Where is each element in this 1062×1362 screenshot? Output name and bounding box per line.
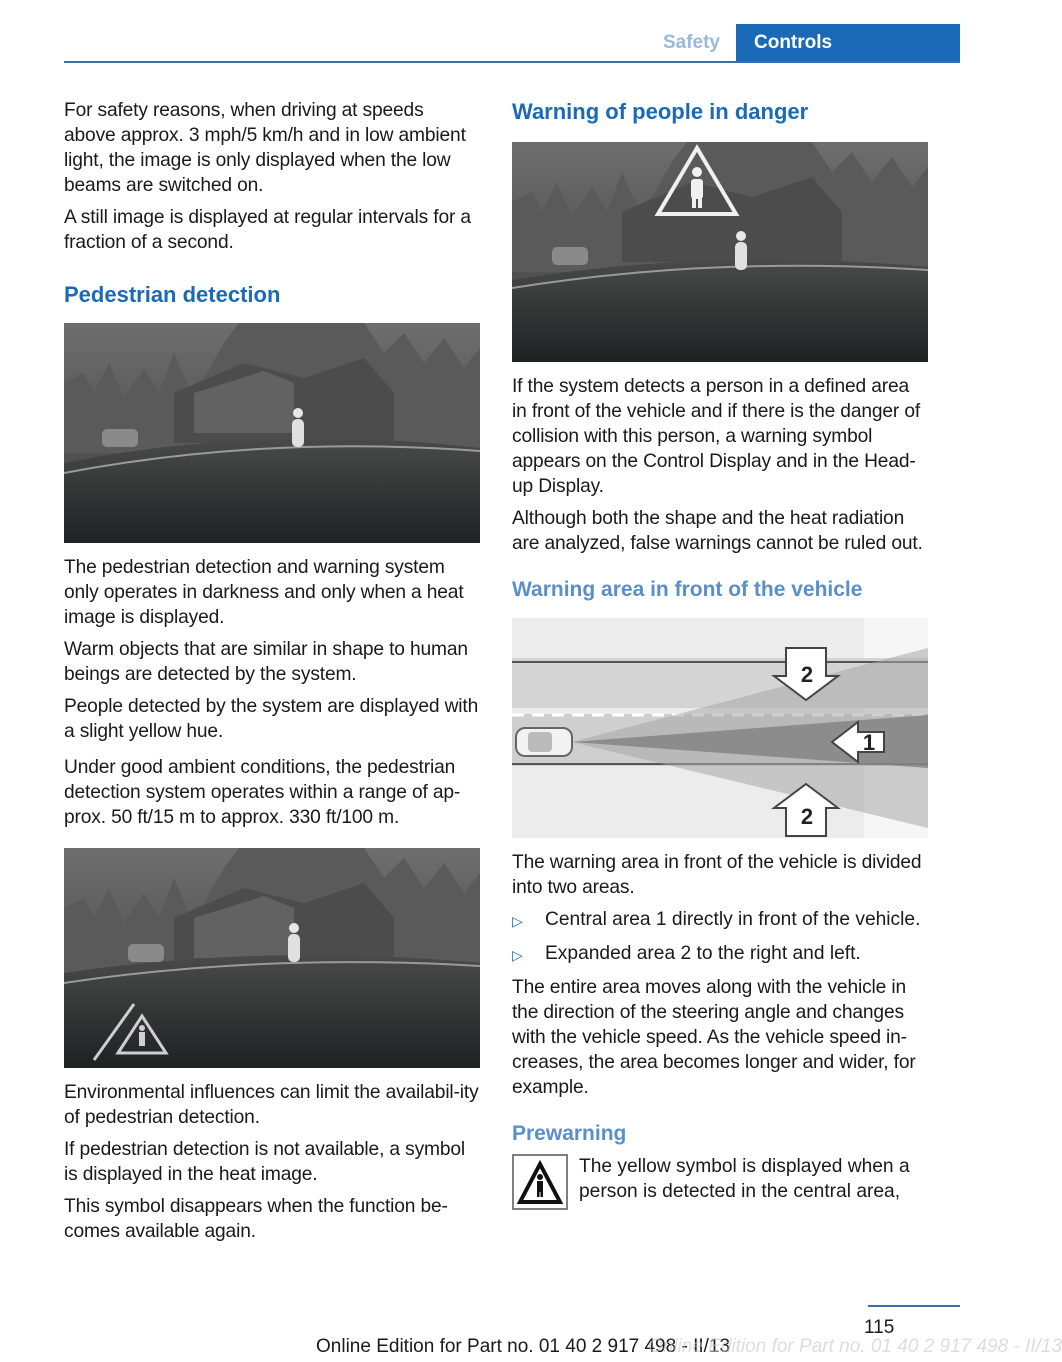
bullet-triangle-icon: ▷ [512,913,523,929]
prewarning-block [512,1154,928,1210]
paragraph: For safety reasons, when driving at speeds above approx. 3 mph/5 km/h and in low ambient light, the image is only displayed when the low beams are switched on. [64,100,466,196]
paragraph: Environmental influences can limit the availabil-ity of pedestrian detection. [64,1082,479,1128]
warning-area-diagram [512,618,928,838]
paragraph: A still image is displayed at regular intervals for a fraction of a second. [64,207,471,253]
prewarning-symbol-icon [512,1154,568,1210]
left-column [64,98,480,1251]
diagram-label-2-top: 2 [800,662,814,687]
footer-rule [868,1305,960,1307]
list-item [512,907,928,934]
paragraph: This symbol disappears when the function be-comes available again. [64,1196,448,1242]
diagram-label-2-bottom: 2 [800,804,814,829]
paragraph: If the system detects a person in a defined area in front of the vehicle and if there is the danger of collision with this person, a warning symbol appears on the Control Display and in the Head-up Display. [512,376,921,497]
list-item-text: Expanded area 2 to the right and left. [545,943,861,964]
diagram-label-1: 1 [862,730,876,755]
thermal-image-warning [512,142,928,362]
heading-prewarning: Prewarning [512,1122,627,1145]
car-icon [516,728,572,756]
header-section: Safety [662,32,720,53]
paragraph: Although both the shape and the heat radiation are analyzed, false warnings cannot be ruled out. [512,508,923,554]
paragraph: The pedestrian detection and warning system only operates in darkness and only when a heat image is displayed. [64,557,464,628]
paragraph: The entire area moves along with the vehicle in the direction of the steering angle and changes with the vehicle speed. As the vehicle speed in-creases, the area becomes longer and wider, for example. [512,977,916,1098]
bullet-triangle-icon: ▷ [512,947,523,963]
heading-warning-people: Warning of people in danger [512,99,809,124]
footer-edition: Online Edition for Part no. 01 40 2 917 498 - II/13 [316,1336,731,1357]
paragraph: If pedestrian detection is not available, a symbol is displayed in the heat image. [64,1139,466,1185]
right-column [512,98,928,1210]
list-item-text: Central area 1 directly in front of the vehicle. [545,909,921,930]
paragraph: Under good ambient conditions, the pedestrian detection system operates within a range of ap-prox. 50 ft/15 m to approx. 330 ft/100 m. [64,757,461,828]
heading-pedestrian-detection: Pedestrian detection [64,282,281,307]
header-rule [64,61,960,63]
thermal-image-unavailable [64,848,480,1068]
heading-warning-area: Warning area in front of the vehicle [512,578,863,601]
paragraph: The yellow symbol is displayed when a person is detected in the central area, [579,1156,910,1202]
paragraph: Warm objects that are similar in shape to human beings are detected by the system. [64,639,468,685]
list-item [512,941,928,968]
page-number: 115 [864,1317,895,1338]
watermark: Online Edition for Part no. 01 40 2 917 498 - II/13 [648,1336,1062,1357]
header-chapter: Controls [736,24,960,62]
paragraph: People detected by the system are displayed with a slight yellow hue. [64,696,479,742]
paragraph: The warning area in front of the vehicle is divided into two areas. [512,852,922,898]
thermal-image-pedestrian [64,323,480,543]
page-header [0,24,960,62]
